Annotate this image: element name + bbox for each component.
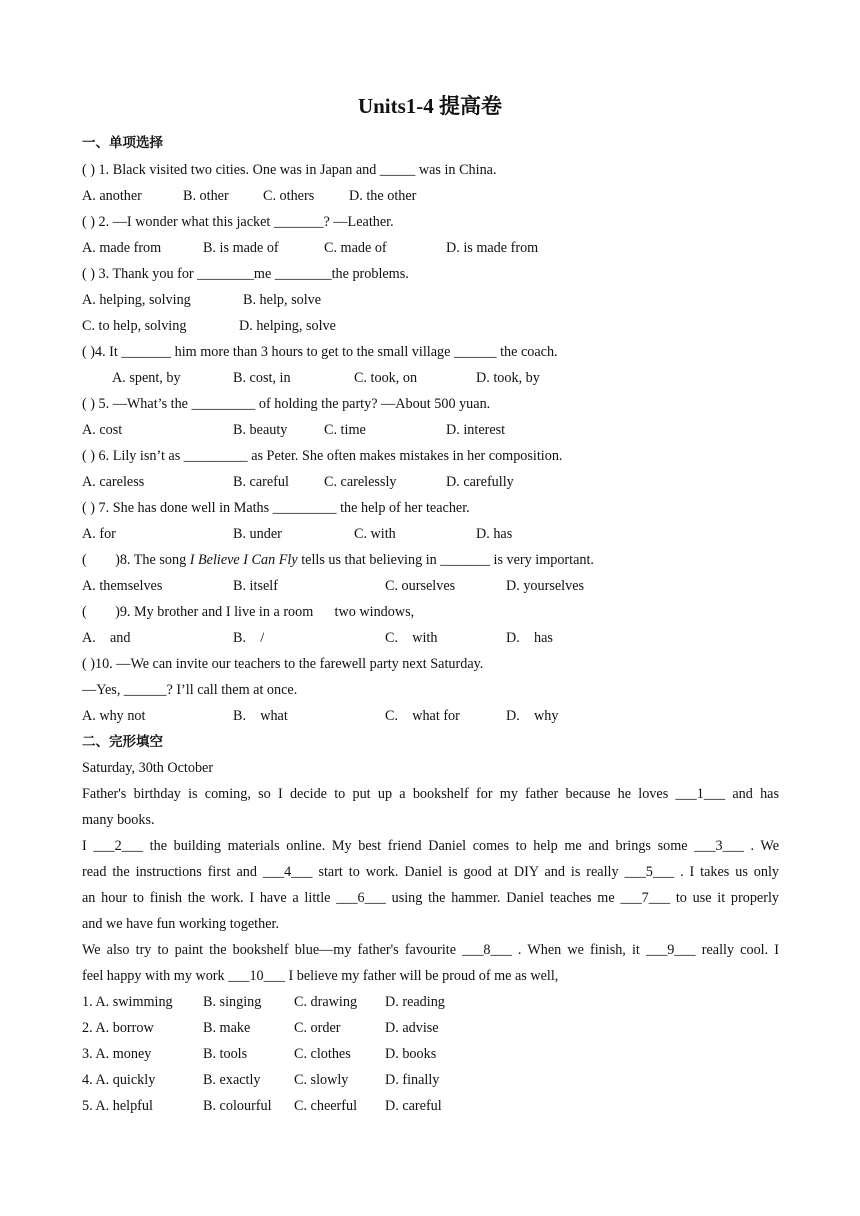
- option-c: C. clothes: [294, 1046, 351, 1062]
- cloze-paragraph-line: many books.: [82, 812, 155, 828]
- option-c: C. order: [294, 1020, 341, 1036]
- question-10-stem-reply: —Yes, ______? I’ll call them at once.: [82, 682, 298, 698]
- option-b: B. make: [203, 1020, 251, 1036]
- option-d: D. has: [476, 526, 513, 542]
- section-heading-single-choice: 一、单项选择: [82, 135, 163, 151]
- question-9-stem: ( )9. My brother and I live in a room two windows,: [82, 604, 415, 620]
- option-c: C. took, on: [354, 370, 418, 386]
- option-c: C. time: [324, 422, 366, 438]
- option-b: B. under: [233, 526, 282, 542]
- option-c: C. with: [354, 526, 396, 542]
- option-a: A. spent, by: [112, 370, 181, 386]
- option-d: D. careful: [385, 1098, 442, 1114]
- cloze-date: Saturday, 30th October: [82, 760, 214, 776]
- option-c: C. carelessly: [324, 474, 397, 490]
- option-d: D. reading: [385, 994, 445, 1010]
- option-b: B. beauty: [233, 422, 288, 438]
- question-1-stem: ( ) 1. Black visited two cities. One was in Japan and _____ was in China.: [82, 162, 497, 178]
- option-b: B. singing: [203, 994, 262, 1010]
- option-a: A. themselves: [82, 578, 163, 594]
- option-d: D. finally: [385, 1072, 440, 1088]
- option-a: 3. A. money: [82, 1046, 152, 1062]
- option-a: A. made from: [82, 240, 162, 256]
- page-title: Units1-4 提高卷: [357, 94, 503, 118]
- option-a: 5. A. helpful: [82, 1098, 153, 1114]
- option-a: A. why not: [82, 708, 146, 724]
- question-5-stem: ( ) 5. —What’s the _________ of holding the party? —About 500 yuan.: [82, 396, 491, 412]
- option-d: D. yourselves: [506, 578, 585, 594]
- cloze-paragraph-line: I ___2___ the building materials online. My best friend Daniel comes to help me and brings some ___3___ . We: [82, 838, 779, 854]
- option-a: 4. A. quickly: [82, 1072, 156, 1088]
- option-d: D. took, by: [476, 370, 540, 386]
- stem-text: ( )8. The song: [82, 552, 190, 568]
- option-c: C. others: [263, 188, 315, 204]
- option-a: A. another: [82, 188, 142, 204]
- section-heading-cloze: 二、完形填空: [82, 734, 163, 750]
- option-d: D. has: [506, 630, 553, 646]
- option-d: D. is made from: [446, 240, 539, 256]
- option-b: B. /: [233, 630, 265, 646]
- cloze-paragraph-line: We also try to paint the bookshelf blue—my father's favourite ___8___ . When we finish, it ___9___ really cool. I: [82, 942, 779, 958]
- option-d: D. why: [506, 708, 559, 724]
- option-a: A. helping, solving: [82, 292, 191, 308]
- cloze-paragraph-line: read the instructions first and ___4___ start to work. Daniel is good at DIY and is really ___5___ . I takes us only: [82, 864, 779, 880]
- option-d: D. books: [385, 1046, 437, 1062]
- option-c: C. slowly: [294, 1072, 349, 1088]
- option-a: A. for: [82, 526, 116, 542]
- question-8-stem: [82, 550, 779, 570]
- song-title: I Believe I Can Fly: [189, 552, 298, 568]
- option-a: 1. A. swimming: [82, 994, 173, 1010]
- question-2-stem: ( ) 2. —I wonder what this jacket _______? —Leather.: [82, 214, 394, 230]
- option-d: D. interest: [446, 422, 506, 438]
- cloze-paragraph-line: Father's birthday is coming, so I decide to put up a bookshelf for my father because he loves ___1___ and has: [82, 786, 779, 802]
- question-3-stem: ( ) 3. Thank you for ________me ________the problems.: [82, 266, 409, 282]
- stem-text: tells us that believing in _______ is very important.: [297, 552, 594, 568]
- question-6-stem: ( ) 6. Lily isn’t as _________ as Peter. She often makes mistakes in her composition.: [82, 448, 563, 464]
- option-d: D. the other: [349, 188, 417, 204]
- question-4-stem: ( )4. It _______ him more than 3 hours to get to the small village ______ the coach.: [82, 344, 558, 360]
- option-b: B. other: [183, 188, 229, 204]
- question-7-stem: ( ) 7. She has done well in Maths _________ the help of her teacher.: [82, 500, 470, 516]
- option-a: A. careless: [82, 474, 145, 490]
- option-c: C. to help, solving: [82, 318, 187, 334]
- option-b: B. help, solve: [243, 292, 322, 308]
- option-b: B. cost, in: [233, 370, 291, 386]
- option-b: B. careful: [233, 474, 289, 490]
- option-d: D. carefully: [446, 474, 514, 490]
- option-a: A. and: [82, 630, 131, 646]
- option-c: C. with: [385, 630, 438, 646]
- cloze-paragraph-line: and we have fun working together.: [82, 916, 279, 932]
- option-c: C. ourselves: [385, 578, 456, 594]
- option-a: 2. A. borrow: [82, 1020, 154, 1036]
- option-b: B. itself: [233, 578, 278, 594]
- option-a: A. cost: [82, 422, 123, 438]
- option-b: B. what: [233, 708, 288, 724]
- option-c: C. cheerful: [294, 1098, 358, 1114]
- cloze-paragraph-line: feel happy with my work ___10___ I believe my father will be proud of me as well,: [82, 968, 559, 984]
- option-b: B. tools: [203, 1046, 248, 1062]
- option-c: C. what for: [385, 708, 460, 724]
- option-b: B. colourful: [203, 1098, 272, 1114]
- question-10-stem: ( )10. —We can invite our teachers to the farewell party next Saturday.: [82, 656, 484, 672]
- option-b: B. is made of: [203, 240, 279, 256]
- cloze-paragraph-line: an hour to finish the work. I have a little ___6___ using the hammer. Daniel teaches me ___7___ to use it properly: [82, 890, 779, 906]
- option-b: B. exactly: [203, 1072, 261, 1088]
- option-d: D. helping, solve: [239, 318, 336, 334]
- option-c: C. drawing: [294, 994, 358, 1010]
- option-d: D. advise: [385, 1020, 439, 1036]
- option-c: C. made of: [324, 240, 387, 256]
